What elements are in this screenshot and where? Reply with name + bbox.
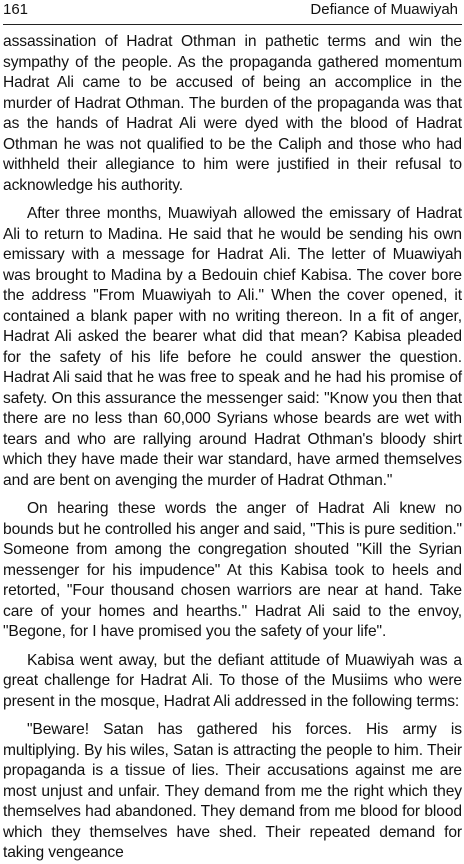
running-title: Defiance of Muawiyah	[310, 1, 458, 18]
page-number: 161	[3, 1, 29, 18]
page-header	[3, 0, 462, 25]
paragraph-ali-address: "Beware! Satan has gathered his forces. His army is multiplying. By his wiles, Satan is attracting the people to him. Their propaganda is a tissue of lies. Their accusations against me are most unjust and unfair. They demand from me the right which they themselves had abandoned. They demand from me blood for blood which they themselves have shed. Their repeated demand for taking vengeance	[3, 721, 462, 861]
paragraph-kabisa-letter: After three months, Muawiyah allowed the emissary of Hadrat Ali to return to Madina. He said that he would be sending his own emissary with a message for Hadrat Ali. The letter of Muawiyah was brought to Madina by a Bedouin chief Kabisa. The cover bore the address "From Muawiyah to Ali." When the cover opened, it contained a blank paper with no writing thereon. In a fit of anger, Hadrat Ali asked the bearer what did that mean? Kabisa pleaded for the safety of his life before he could answer the question. Hadrat Ali said that he was free to speak and he had his promise of safety. On this assurance the messenger said: "Know you then that there are no less than 60,000 Syrians whose beards are wet with tears and who are rallying around Hadrat Othman's bloody shirt which they have made their war standard, have armed themselves and are bent on avenging the murder of Hadrat Othman."	[3, 205, 462, 489]
paragraph-challenge: Kabisa went away, but the defiant attitude of Muawiyah was a great challenge for Hadrat Ali. To those of the Musiims who were present in the mosque, Hadrat Ali addressed in the following terms:	[3, 651, 462, 710]
body-text	[3, 32, 462, 864]
paragraph-ali-anger: On hearing these words the anger of Hadrat Ali knew no bounds but he controlled his anger and said, "This is pure sedition." Someone from among the congregation shouted "Kill the Syrian messenger for his impudence" At this Kabisa took to heels and retorted, "Four thousand chosen warriors are near at hand. Take care of your homes and hearths." Hadrat Ali said to the envoy, "Begone, for I have promised you the safety of your life".	[3, 500, 462, 640]
paragraph-continuation: assassination of Hadrat Othman in pathetic terms and win the sympathy of the people. As the propaganda gathered momentum Hadrat Ali came to be accused of being an accomplice in the murder of Hadrat Othman. The burden of the propaganda was that as the hands of Hadrat Ali were dyed with the blood of Hadrat Othman he was not qualified to be the Caliph and those who had withheld their allegiance to him were justified in their refusal to acknowledge his authority.	[3, 33, 462, 194]
